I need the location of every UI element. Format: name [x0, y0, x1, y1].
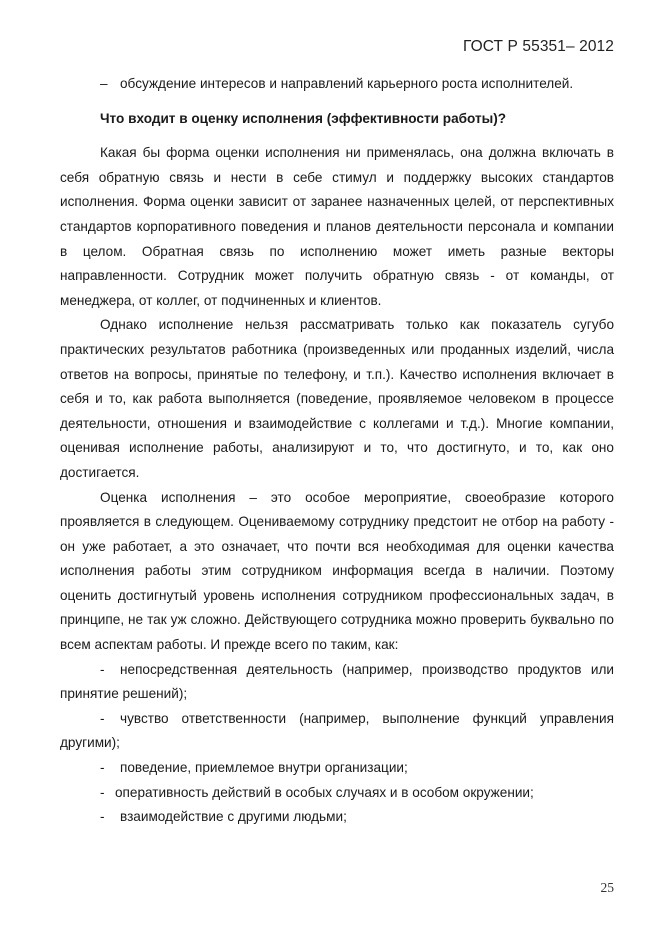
list-item	[60, 781, 614, 806]
list-item-text: поведение, приемлемое внутри организации;	[120, 760, 408, 776]
list-item	[60, 805, 614, 830]
page-content	[60, 72, 614, 830]
paragraph-2: Однако исполнение нельзя рассматривать только как показатель сугубо практических результатов работника (произведенных или проданных изделий, числа ответов на вопросы, принятые по телефону, и т.п.). Качество исполнения включает в себя и то, как работа выполняется (поведение, проявляемое человеком в процессе деятельности, отношения и взаимодействие с коллегами и т.д.). Многие компании, оценивая исполнение работы, анализируют и то, что достигнуто, и то, как оно достигается.	[60, 317, 614, 480]
section-heading: Что входит в оценку исполнения (эффективности работы)?	[100, 110, 507, 126]
paragraph-1: Какая бы форма оценки исполнения ни применялась, она должна включать в себя обратную связь и нести в себе стимул и поддержку высоких стандартов исполнения. Форма оценки зависит от заранее назначенных целей, от перспективных стандартов корпоративного поведения и планов деятельности персонала и компании в целом. Обратная связь по исполнению может иметь разные векторы направленности. Сотрудник может получить обратную связь - от команды, от менеджера, от коллег, от подчиненных и клиентов.	[60, 145, 614, 308]
list-item	[60, 658, 614, 707]
list-item-text: непосредственная деятельность (например, производство продуктов или принятие решений);	[60, 661, 614, 702]
list-marker: -	[100, 661, 105, 677]
list-item-text: взаимодействие с другими людьми;	[120, 809, 347, 825]
list-item-text: чувство ответственности (например, выполнение функций управления другими);	[60, 710, 614, 751]
list-item-text: оперативность действий в особых случаях и в особом окружении;	[115, 784, 534, 800]
document-code-header: ГОСТ Р 55351– 2012	[463, 38, 614, 55]
list-marker: -	[100, 760, 105, 776]
list-item	[60, 707, 614, 756]
list-marker: -	[100, 710, 105, 726]
list-marker: -	[100, 784, 105, 800]
paragraph-3: Оценка исполнения – это особое мероприятие, своеобразие которого проявляется в следующем. Оцениваемому сотруднику предстоит не отбор на работу - он уже работает, а это означает, что почти вся необходимая для оценки качества исполнения работы этим сотрудником информация всегда в наличии. Поэтому оценить достигнутый уровень исполнения сотрудником профессиональных задач, в принципе, не так уж сложно. Действующего сотрудника можно проверить буквально по всем аспектам работы. И прежде всего по таким, как:	[60, 489, 614, 653]
list-item	[60, 756, 614, 781]
intro-list-item	[60, 72, 614, 97]
list-marker: –	[100, 76, 108, 91]
page-number: 25	[600, 880, 614, 895]
list-marker: -	[100, 809, 105, 825]
list-item-text: обсуждение интересов и направлений карьерного роста исполнителей.	[120, 76, 574, 91]
